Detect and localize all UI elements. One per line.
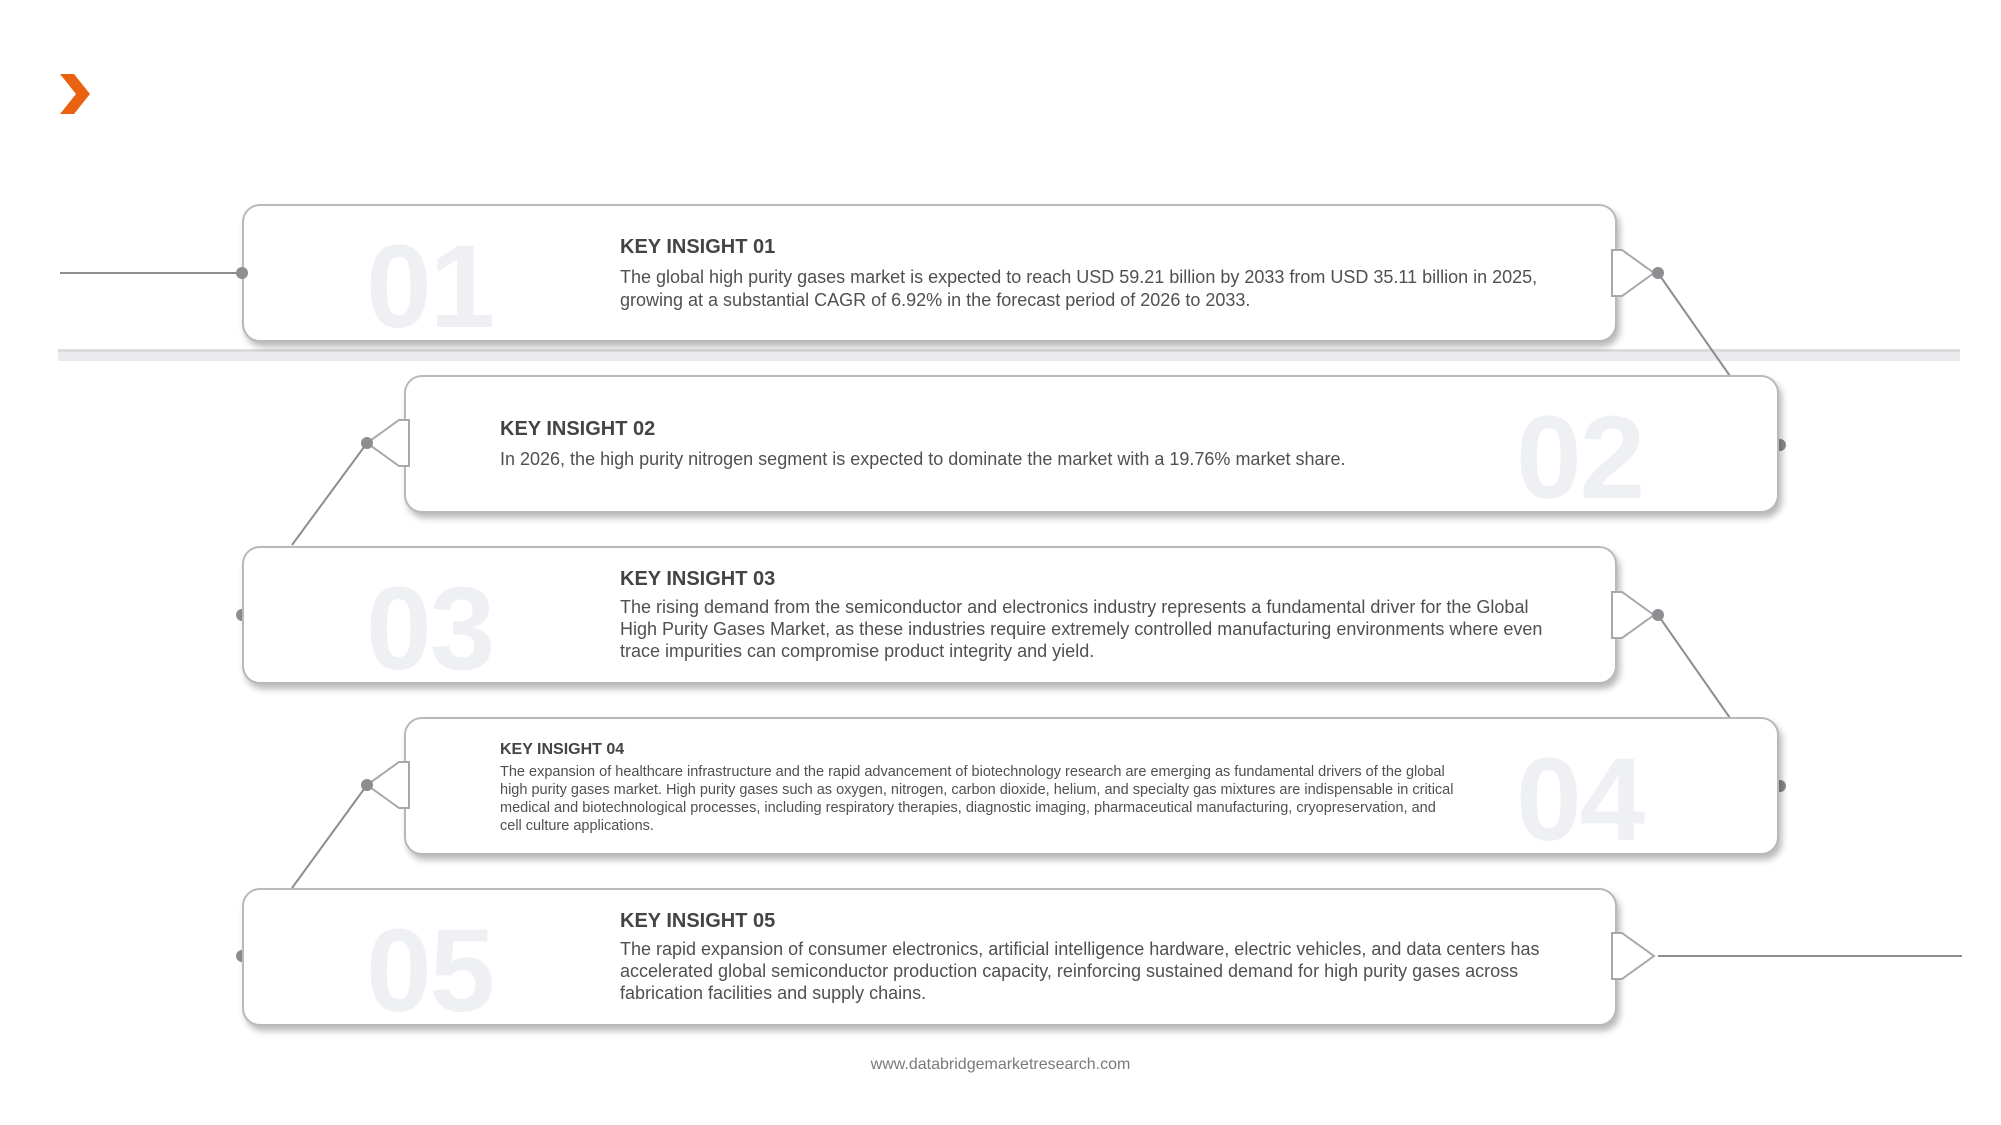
connector-line — [292, 443, 367, 545]
pointer-left-04 — [361, 762, 409, 808]
insight-text: In 2026, the high purity nitrogen segment is expected to dominate the market with a 19.76% market share. — [500, 449, 1346, 469]
insight-number-watermark: 04 — [1516, 734, 1644, 855]
insight-title: KEY INSIGHT 02 — [500, 418, 656, 440]
pointer-left-02 — [361, 420, 409, 466]
insight-card-04 — [404, 717, 1779, 855]
insight-number-watermark: 03 — [366, 563, 494, 684]
insight-number-watermark: 02 — [1516, 392, 1644, 513]
separator-band — [58, 349, 1960, 361]
pointer-right-05 — [1612, 933, 1654, 979]
connector-line — [1658, 615, 1730, 718]
insight-card-03 — [242, 546, 1617, 684]
footer-website-url[interactable]: www.databridgemarketresearch.com — [870, 1056, 1131, 1073]
connector-line — [1658, 273, 1730, 376]
insight-text: The rapid expansion of consumer electronics, artificial intelligence hardware, electric vehicles, and data centers has accelerated global semiconductor production capacity, reinforcing sustained demand for high purity gases across fabrication facilities and supply chains. — [620, 939, 1540, 1003]
insight-text: The global high purity gases market is expected to reach USD 59.21 billion by 2033 from USD 35.11 billion in 2025, growing at a substantial CAGR of 6.92% in the forecast period of 2026 to 2033. — [620, 267, 1538, 310]
insight-title: KEY INSIGHT 03 — [620, 568, 776, 590]
insight-card-01 — [242, 204, 1617, 342]
insight-title: KEY INSIGHT 01 — [620, 236, 776, 258]
insight-number-watermark: 01 — [366, 221, 494, 342]
insight-title: KEY INSIGHT 04 — [500, 741, 625, 758]
chevron-right-icon — [58, 72, 92, 116]
pointer-right-01 — [1612, 250, 1664, 296]
insight-card-02 — [404, 375, 1779, 513]
insight-text: The rising demand from the semiconductor and electronics industry represents a fundamental driver for the Global High Purity Gases Market, as these industries require extremely controlled manufacturing environments where even trace impurities can compromise product integrity and yield. — [620, 597, 1543, 661]
insight-text: The expansion of healthcare infrastructure and the rapid advancement of biotechnology research are emerging as fundamental drivers of the global high purity gases market. High purity gases such as oxygen, nitrogen, carbon dioxide, helium, and specialty gas mixtures are indispensable in critical medical and biotechnological processes, including respiratory therapies, diagnostic imaging, pharmaceutical manufacturing, cryopreservation, and cell culture applications. — [500, 764, 1454, 834]
pointer-right-03 — [1612, 592, 1664, 638]
connector-line — [292, 785, 367, 888]
insight-title: KEY INSIGHT 05 — [620, 910, 776, 932]
insight-number-watermark: 05 — [366, 905, 494, 1026]
insight-card-05 — [242, 888, 1617, 1026]
